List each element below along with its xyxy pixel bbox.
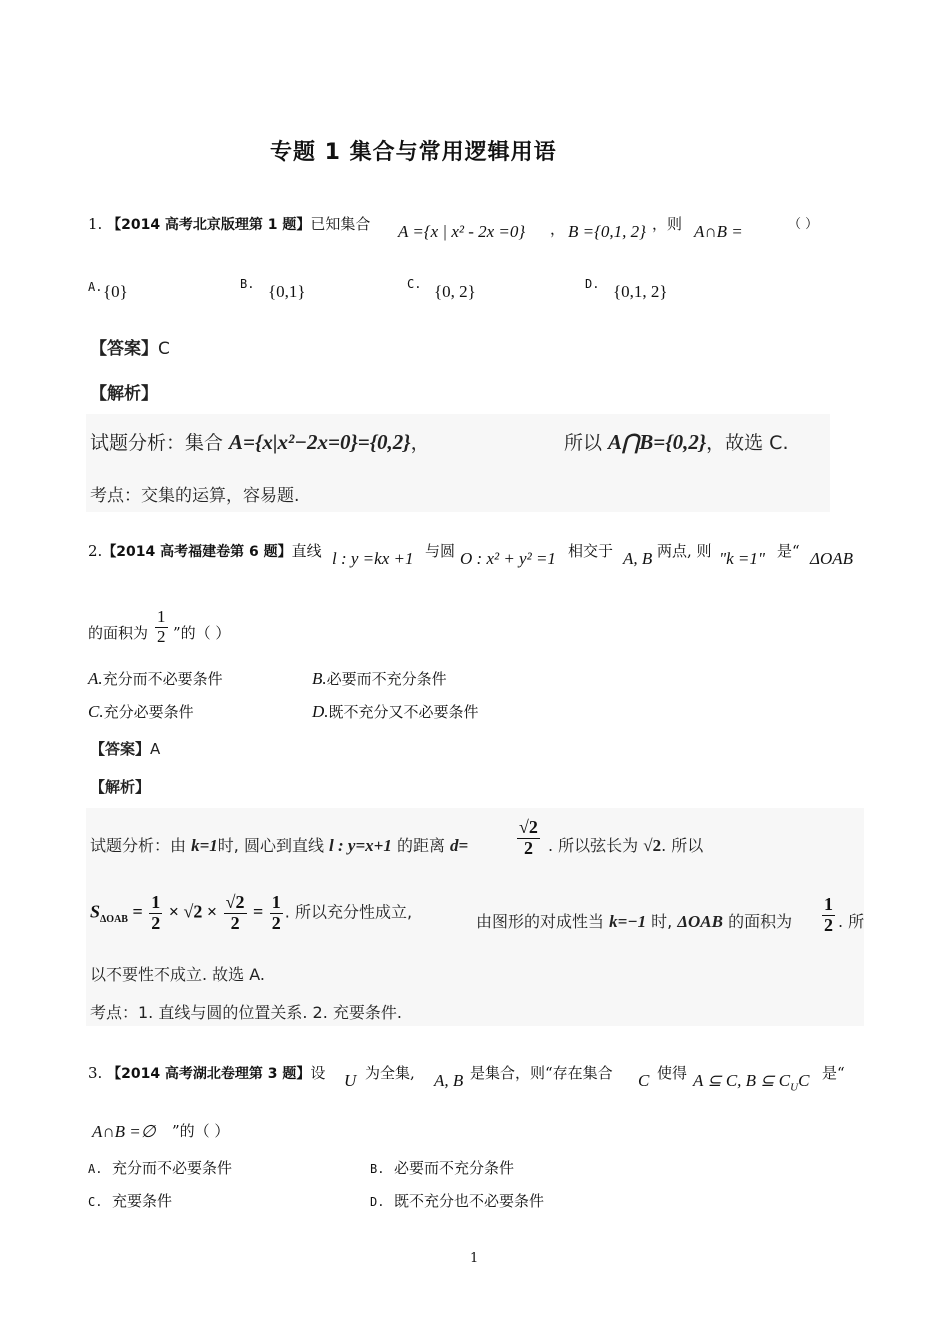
question-text: 是“ [822,1064,845,1082]
sets-ab: A, B [434,1071,464,1090]
question-number: 3. [88,1064,103,1082]
question-source: 【2014 高考湖北卷理第 3 题】 [107,1066,311,1082]
separator: ， [550,220,566,238]
analysis-point: 考点：交集的运算，容易题. [90,486,300,506]
question-text: 是集合，则“存在集合 [470,1064,613,1082]
answer-parenthesis: （ ） [788,217,819,232]
separator: ，则 [652,215,683,233]
analysis-line-1-cont [564,428,789,455]
option-text: 充分必要条件 [103,703,194,721]
option-a-value: {0} [103,282,128,301]
multiplication: × √2 × [164,901,222,922]
option-a [88,276,102,295]
analysis-text: 由图形的对成性当 [476,912,610,931]
analysis-text: 时, [646,912,678,931]
analysis-label [90,379,158,404]
option-a [88,668,223,689]
points-ab: A, B [623,549,653,568]
analysis-text: ， [410,432,430,454]
option-c [88,701,194,722]
analysis-text: 的距离 [391,836,451,855]
fraction-numerator: √2 [225,892,245,912]
analysis-line-1 [90,833,468,856]
option-c-value: {0, 2} [434,282,476,301]
fraction-denominator: 2 [151,912,161,933]
fraction-denominator: 2 [523,837,533,858]
analysis-formula: √2 [643,836,662,855]
option-letter: B. [240,277,255,291]
option-text: 既不充分又不必要条件 [328,703,479,721]
complement-subscript: U [790,1081,799,1094]
intersection-expr: A∩B = [694,222,743,241]
answer-line [90,738,160,759]
option-letter: D. [585,277,600,291]
page-number: 1 [470,1251,479,1266]
equals-sign: = [127,901,148,922]
option-c [88,1190,172,1211]
option-letter: C. [88,1195,103,1209]
option-letter: D. [312,702,329,721]
answer-label: 【答案】 [90,740,151,758]
option-text: 既不充分也不必要条件 [394,1192,545,1210]
question-2-header [88,540,322,561]
analysis-text: 试题分析：由 [90,836,192,855]
analysis-line-1 [90,428,430,455]
question-text: 直线 [291,542,322,560]
analysis-formula: A⋂B={0,2} [608,430,707,454]
option-b-value: {0,1} [268,282,306,301]
option-letter: B. [370,1162,385,1176]
option-letter: A. [88,669,103,688]
fraction-numerator: 1 [271,892,281,912]
option-letter: C. [88,702,104,721]
answer-value: A [150,740,161,758]
set-a-formula: A ={x | x² - 2x =0} [398,222,526,241]
option-letter: B. [312,669,327,688]
triangle-oab: ΔOAB [810,549,854,568]
equals-sign: = [248,901,268,922]
question-2-line-2 [88,622,148,643]
analysis-formula: ΔOAB [677,912,723,931]
option-letter: A. [88,1162,103,1176]
question-text: 与圆 [425,542,456,560]
option-letter: A. [88,280,103,294]
option-letter: D. [370,1195,385,1209]
question-source: 【2014 高考北京版理第 1 题】 [107,217,311,233]
analysis-text: . 所以弦长为 [548,836,644,855]
option-letter: C. [407,277,422,291]
fraction-numerator: 1 [157,607,166,626]
question-text: 设 [310,1064,326,1082]
question-number: 2. [88,542,103,560]
question-number: 1. [88,215,103,233]
analysis-formula: A={x|x²−2x=0}={0,2} [229,430,411,454]
set-c: C [638,1071,650,1090]
set-b-formula: B ={0,1, 2} [568,222,646,241]
question-text: 的面积为 [88,624,149,642]
analysis-line-1-cont [548,833,703,856]
fraction-numerator: 1 [824,894,833,914]
page-title: 专题 1 集合与常用逻辑用语 [270,140,557,165]
analysis-text: . 所以 [661,836,704,855]
question-text: 两点, 则 [657,542,712,560]
analysis-text: . 所以充分性成立, [284,902,413,922]
option-c [407,273,421,292]
option-a [88,1157,232,1178]
fraction-one-half-b [820,895,837,936]
analysis-text: . 所 [838,912,865,931]
analysis-text: 的面积为 [722,912,793,931]
answer-line [90,334,170,359]
fraction-numerator: √2 [519,817,538,837]
fraction-denominator: 2 [271,912,281,933]
analysis-formula: k=1 [191,836,218,855]
analysis-label-text: 【解析】 [90,778,151,796]
analysis-label [90,776,150,797]
question-text: 相交于 [568,542,614,560]
fraction-denominator: 2 [824,914,833,935]
universal-set: U [344,1071,357,1090]
analysis-formula: l : y=x+1 [329,836,392,855]
option-text: 充要条件 [112,1192,173,1210]
option-d-value: {0,1, 2} [613,282,668,301]
analysis-label-text: 【解析】 [90,384,158,404]
area-subscript: ΔOAB [100,914,128,926]
question-text: 是“ [777,542,800,560]
answer-label: 【答案】 [90,339,158,359]
inclusion-formula [693,1071,809,1093]
question-source: 【2014 高考福建卷第 6 题】 [102,544,292,560]
question-1-header [88,213,370,234]
question-text: ”的（ ） [172,1122,230,1140]
analysis-line-3: 以不要性不成立. 故选 A. [90,965,266,984]
analysis-line-2-cont [476,909,792,932]
question-text: 使得 [657,1064,688,1082]
analysis-formula: d= [450,836,469,855]
option-d [585,273,599,292]
fraction-denominator: 2 [230,912,240,933]
fraction-sqrt2-over-2 [515,818,542,859]
area-formula [90,893,412,934]
option-text: 充分而不必要条件 [112,1159,233,1177]
option-text: 必要而不充分条件 [326,670,447,688]
option-b [312,668,447,689]
option-b [240,273,254,292]
analysis-text: 时, 圆心到直线 [217,836,330,855]
fraction-numerator: 1 [151,892,161,912]
condition: "k =1" [719,549,766,568]
question-text: 已知集合 [310,215,371,233]
fraction-denominator: 2 [157,626,166,646]
option-b [370,1157,514,1178]
circle-equation: O : x² + y² =1 [460,549,556,568]
analysis-text: 所以 [564,432,609,454]
analysis-text: ，故选 C. [706,432,789,454]
inclusion-expr: A ⊆ C, B ⊆ C [693,1071,791,1090]
analysis-point: 考点：1. 直线与圆的位置关系. 2. 充要条件. [90,1003,402,1022]
analysis-formula: k=−1 [609,912,647,931]
area-symbol: S [90,901,101,922]
question-text: 为全集, [365,1064,415,1082]
inclusion-tail: C [798,1071,810,1090]
option-text: 充分而不必要条件 [102,670,223,688]
option-text: 必要而不充分条件 [394,1159,515,1177]
answer-value: C [158,339,170,359]
question-text: ”的（ ） [173,624,231,642]
fraction-one-half [153,608,170,646]
empty-intersection: A∩B =∅ [92,1122,156,1141]
option-d [312,701,479,722]
option-d [370,1190,544,1211]
analysis-text: 试题分析：集合 [90,432,230,454]
question-3-header [88,1062,325,1083]
line-equation: l : y =kx +1 [332,549,414,568]
